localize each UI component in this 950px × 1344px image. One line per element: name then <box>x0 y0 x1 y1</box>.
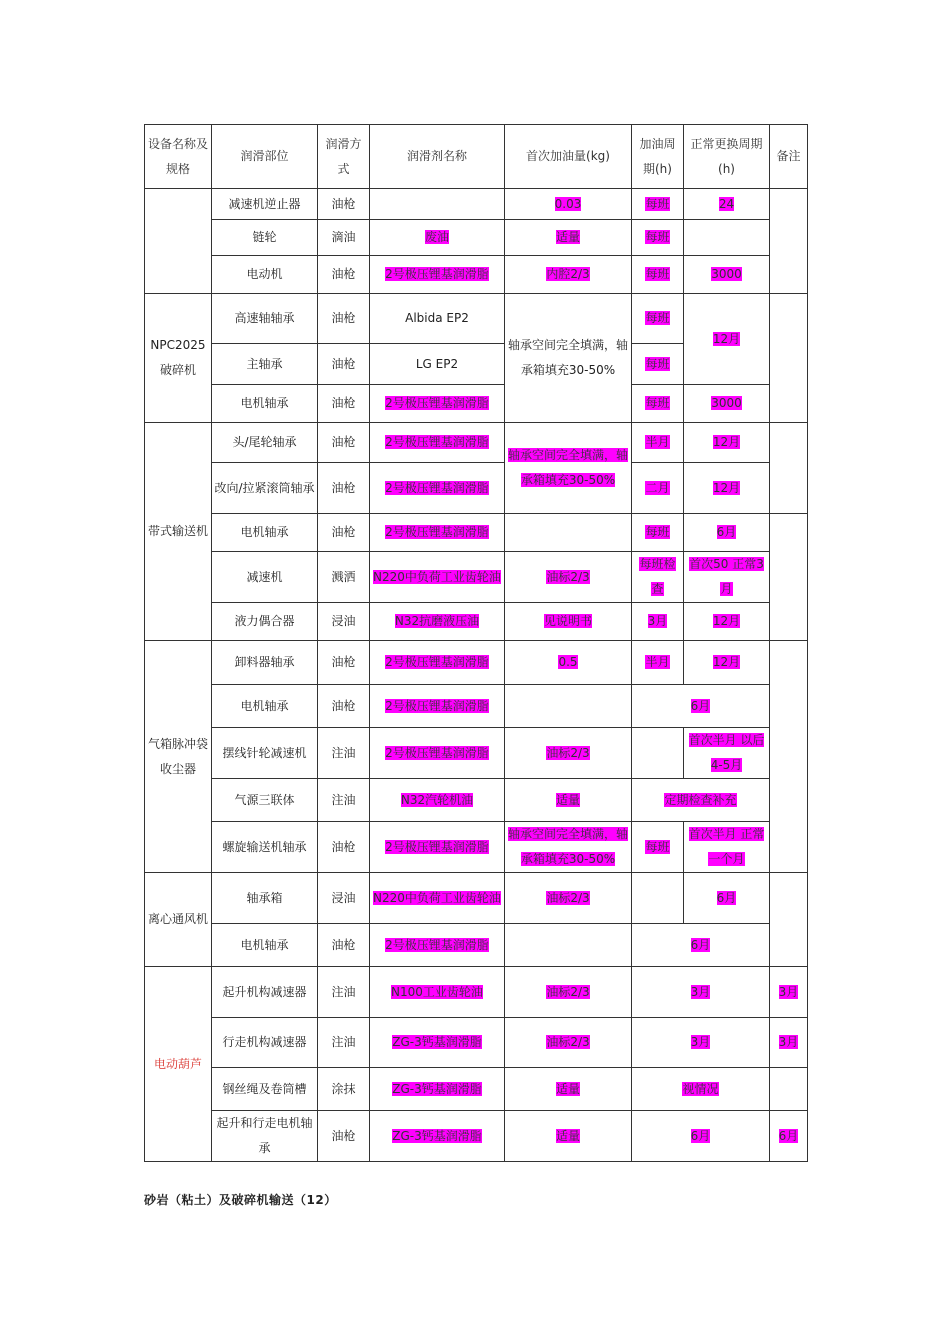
lube-text: N32抗磨液压油 <box>394 614 480 628</box>
period-replace-merged <box>632 685 770 728</box>
replace-cell <box>684 463 770 514</box>
note-text: 6月 <box>778 1128 799 1143</box>
period-text: 半月 <box>645 435 670 449</box>
period-text: 每班 <box>645 196 670 211</box>
method-cell: 油枪 <box>318 1111 370 1162</box>
replace-cell-merged <box>684 294 770 385</box>
lube-text: 2号极压锂基润滑脂 <box>385 396 489 410</box>
table-row <box>145 1111 808 1162</box>
lube-text: 2号极压锂基润滑脂 <box>385 698 489 713</box>
equip-cell-fan: 离心通风机 <box>145 873 212 967</box>
lube-text: N220中负荷工业齿轮油 <box>373 890 501 905</box>
header-part: 润滑部位 <box>212 125 318 189</box>
replace-text: 24 <box>718 196 735 211</box>
lube-cell <box>370 603 505 641</box>
header-first-qty: 首次加油量(kg) <box>505 125 632 189</box>
method-cell: 滴油 <box>318 220 370 256</box>
note-cell <box>770 1111 808 1162</box>
period-cell <box>632 463 684 514</box>
lube-cell <box>370 822 505 873</box>
part-cell: 减速机逆止器 <box>212 189 318 220</box>
period-cell <box>632 728 684 779</box>
lube-cell <box>370 514 505 552</box>
replace-text: 12月 <box>712 480 741 495</box>
period-text: 每班 <box>645 311 670 325</box>
table-row <box>145 385 808 423</box>
period-cell <box>632 256 684 294</box>
period-cell <box>632 423 684 463</box>
note-cell <box>770 423 808 514</box>
qty-text: 油标2/3 <box>546 1035 590 1049</box>
replace-text: 3000 <box>711 396 742 410</box>
part-cell: 轴承箱 <box>212 873 318 924</box>
lube-cell <box>370 967 505 1018</box>
lube-text: 2号极压锂基润滑脂 <box>385 839 489 854</box>
method-cell: 油枪 <box>318 924 370 967</box>
method-cell: 油枪 <box>318 189 370 220</box>
header-equip: 设备名称及规格 <box>145 125 212 189</box>
qty-text: 油标2/3 <box>546 984 590 999</box>
part-cell: 液力偶合器 <box>212 603 318 641</box>
equip-cell-npc: NPC2025破碎机 <box>145 294 212 423</box>
lube-cell <box>370 385 505 423</box>
part-cell: 减速机 <box>212 552 318 603</box>
header-period: 加油周期(h) <box>632 125 684 189</box>
replace-cell <box>684 423 770 463</box>
lube-cell <box>370 1018 505 1068</box>
qty-text: 轴承空间完全填满，轴承箱填充30-50% <box>507 448 628 487</box>
lube-text: 2号极压锂基润滑脂 <box>385 655 489 669</box>
period-cell <box>632 344 684 385</box>
qty-cell <box>505 1068 632 1111</box>
qty-cell <box>505 514 632 552</box>
qty-text: 油标2/3 <box>546 569 590 584</box>
merged-text: 3月 <box>690 1035 711 1049</box>
qty-cell-merged <box>505 423 632 514</box>
note-cell <box>770 514 808 641</box>
replace-text: 首次50 正常3月 <box>689 557 764 596</box>
part-cell: 电机轴承 <box>212 685 318 728</box>
lube-text: 2号极压锂基润滑脂 <box>385 525 489 539</box>
lube-cell <box>370 779 505 822</box>
replace-text: 首次半月 以后4-5月 <box>688 733 765 772</box>
replace-cell <box>684 220 770 256</box>
part-cell: 改向/拉紧滚筒轴承 <box>212 463 318 514</box>
replace-text: 3000 <box>711 267 742 281</box>
table-row <box>145 514 808 552</box>
table-row <box>145 728 808 779</box>
qty-cell <box>505 189 632 220</box>
lube-cell <box>370 728 505 779</box>
note-cell <box>770 1018 808 1068</box>
period-text: 半月 <box>645 655 670 669</box>
lube-cell <box>370 924 505 967</box>
table-row <box>145 967 808 1018</box>
period-cell <box>632 822 684 873</box>
qty-text: 适量 <box>555 1081 580 1096</box>
method-cell: 涂抹 <box>318 1068 370 1111</box>
period-replace-merged <box>632 924 770 967</box>
period-cell <box>632 641 684 685</box>
qty-cell <box>505 603 632 641</box>
period-cell <box>632 220 684 256</box>
header-lubricant: 润滑剂名称 <box>370 125 505 189</box>
qty-text: 适量 <box>555 792 580 807</box>
lube-cell <box>370 685 505 728</box>
period-cell <box>632 189 684 220</box>
lube-text: 2号极压锂基润滑脂 <box>385 937 489 952</box>
replace-cell <box>684 552 770 603</box>
qty-text: 油标2/3 <box>546 890 590 905</box>
lube-cell <box>370 189 505 220</box>
lube-text: 2号极压锂基润滑脂 <box>385 435 489 449</box>
note-text: 3月 <box>778 984 799 999</box>
qty-cell <box>505 256 632 294</box>
note-text: 3月 <box>778 1035 799 1049</box>
replace-text: 12月 <box>712 614 741 628</box>
table-caption: 砂岩（粘土）及破碎机输送（12） <box>144 1193 337 1207</box>
table-row <box>145 603 808 641</box>
lube-cell <box>370 463 505 514</box>
period-replace-merged <box>632 1018 770 1068</box>
method-cell: 油枪 <box>318 514 370 552</box>
equip-cell-hoist: 电动葫芦 <box>145 967 212 1162</box>
period-replace-merged <box>632 1068 770 1111</box>
header-row <box>145 125 808 189</box>
lube-text: ZG-3钙基润滑脂 <box>392 1128 482 1143</box>
qty-cell <box>505 1018 632 1068</box>
method-cell: 油枪 <box>318 294 370 344</box>
period-cell <box>632 294 684 344</box>
part-cell: 钢丝绳及卷筒槽 <box>212 1068 318 1111</box>
qty-text: 轴承空间完全填满，轴承箱填充30-50% <box>507 827 628 866</box>
qty-cell <box>505 728 632 779</box>
note-cell <box>770 641 808 873</box>
part-cell: 主轴承 <box>212 344 318 385</box>
part-cell: 摆线针轮减速机 <box>212 728 318 779</box>
qty-text: 0.5 <box>558 655 578 669</box>
period-text: 每班 <box>645 525 670 539</box>
method-cell: 油枪 <box>318 385 370 423</box>
period-text: 二月 <box>645 480 670 495</box>
lube-text: N220中负荷工业齿轮油 <box>373 569 501 584</box>
method-cell: 浸油 <box>318 603 370 641</box>
period-replace-merged <box>632 1111 770 1162</box>
method-cell: 油枪 <box>318 463 370 514</box>
lube-text: 废油 <box>424 230 449 244</box>
part-cell: 头/尾轮轴承 <box>212 423 318 463</box>
part-cell: 卸料器轴承 <box>212 641 318 685</box>
table-row <box>145 822 808 873</box>
method-cell: 油枪 <box>318 641 370 685</box>
table-row <box>145 641 808 685</box>
part-cell: 气源三联体 <box>212 779 318 822</box>
table-row <box>145 1018 808 1068</box>
replace-cell <box>684 603 770 641</box>
lube-text: 2号极压锂基润滑脂 <box>385 745 489 760</box>
qty-cell <box>505 641 632 685</box>
method-cell: 油枪 <box>318 344 370 385</box>
qty-cell-merged: 轴承空间完全填满，轴承箱填充30-50% <box>505 294 632 423</box>
part-cell: 电机轴承 <box>212 924 318 967</box>
period-cell <box>632 603 684 641</box>
part-cell: 链轮 <box>212 220 318 256</box>
qty-cell <box>505 967 632 1018</box>
header-replace: 正常更换周期(h) <box>684 125 770 189</box>
period-replace-merged <box>632 967 770 1018</box>
qty-text: 见说明书 <box>543 614 592 628</box>
note-cell <box>770 294 808 423</box>
part-cell: 起升和行走电机轴承 <box>212 1111 318 1162</box>
lube-cell <box>370 641 505 685</box>
lube-cell <box>370 256 505 294</box>
merged-text: 视情况 <box>682 1081 719 1096</box>
replace-cell <box>684 385 770 423</box>
replace-text: 12月 <box>712 331 741 346</box>
period-cell <box>632 514 684 552</box>
part-cell: 电动机 <box>212 256 318 294</box>
part-cell: 行走机构减速器 <box>212 1018 318 1068</box>
period-text: 每班 <box>645 230 670 244</box>
merged-text: 定期检查补充 <box>664 792 737 807</box>
table-row <box>145 256 808 294</box>
method-cell: 注油 <box>318 728 370 779</box>
period-text: 3月 <box>647 614 668 628</box>
table-row <box>145 873 808 924</box>
replace-cell <box>684 873 770 924</box>
replace-cell <box>684 256 770 294</box>
table-row <box>145 189 808 220</box>
part-cell: 电机轴承 <box>212 385 318 423</box>
replace-cell <box>684 189 770 220</box>
period-replace-merged <box>632 779 770 822</box>
qty-text: 0.03 <box>554 196 582 211</box>
note-cell <box>770 967 808 1018</box>
qty-cell <box>505 1111 632 1162</box>
lube-cell: LG EP2 <box>370 344 505 385</box>
lube-cell: Albida EP2 <box>370 294 505 344</box>
header-method: 润滑方式 <box>318 125 370 189</box>
lube-text: N32汽轮机油 <box>400 792 474 807</box>
qty-cell <box>505 220 632 256</box>
lube-cell <box>370 423 505 463</box>
table-row <box>145 779 808 822</box>
table-row <box>145 220 808 256</box>
method-cell: 油枪 <box>318 256 370 294</box>
replace-text: 12月 <box>712 655 741 669</box>
part-cell: 起升机构减速器 <box>212 967 318 1018</box>
lube-cell <box>370 1068 505 1111</box>
lube-cell <box>370 220 505 256</box>
replace-text: 12月 <box>712 435 741 449</box>
part-cell: 螺旋输送机轴承 <box>212 822 318 873</box>
lube-text: 2号极压锂基润滑脂 <box>385 480 489 495</box>
method-cell: 浸油 <box>318 873 370 924</box>
table-row <box>145 552 808 603</box>
qty-text: 油标2/3 <box>546 745 590 760</box>
lube-text: N100工业齿轮油 <box>391 984 483 999</box>
qty-text: 内腔2/3 <box>546 267 590 281</box>
method-cell: 溅洒 <box>318 552 370 603</box>
merged-text: 6月 <box>690 937 711 952</box>
replace-text: 6月 <box>716 525 737 539</box>
qty-cell <box>505 873 632 924</box>
period-text: 每班检查 <box>639 557 676 596</box>
lube-cell <box>370 1111 505 1162</box>
replace-cell <box>684 822 770 873</box>
equip-cell-dust: 气箱脉冲袋收尘器 <box>145 641 212 873</box>
merged-text: 6月 <box>690 1128 711 1143</box>
period-text: 每班 <box>645 356 670 371</box>
table-row <box>145 294 808 344</box>
lube-cell <box>370 873 505 924</box>
qty-cell <box>505 779 632 822</box>
merged-text: 6月 <box>690 698 711 713</box>
lube-cell <box>370 552 505 603</box>
period-cell <box>632 385 684 423</box>
table-row <box>145 924 808 967</box>
method-cell: 油枪 <box>318 822 370 873</box>
note-cell <box>770 189 808 294</box>
merged-text: 3月 <box>690 984 711 999</box>
qty-text: 适量 <box>555 1128 580 1143</box>
note-cell <box>770 873 808 967</box>
lube-text: 2号极压锂基润滑脂 <box>385 267 489 281</box>
qty-cell <box>505 552 632 603</box>
method-cell: 油枪 <box>318 423 370 463</box>
period-text: 每班 <box>645 839 670 854</box>
qty-text: 适量 <box>555 230 580 244</box>
part-cell: 高速轴轴承 <box>212 294 318 344</box>
period-text: 每班 <box>645 396 670 410</box>
equip-cell-belt: 带式输送机 <box>145 423 212 641</box>
qty-cell <box>505 924 632 967</box>
lube-text: ZG-3钙基润滑脂 <box>392 1081 482 1096</box>
header-note: 备注 <box>770 125 808 189</box>
part-cell: 电机轴承 <box>212 514 318 552</box>
replace-text: 首次半月 正常一个月 <box>688 827 765 866</box>
lubrication-table <box>144 124 808 1162</box>
method-cell: 油枪 <box>318 685 370 728</box>
qty-cell <box>505 822 632 873</box>
table-row <box>145 1068 808 1111</box>
method-cell: 注油 <box>318 779 370 822</box>
replace-cell <box>684 728 770 779</box>
period-text: 每班 <box>645 267 670 281</box>
equip-cell-empty <box>145 189 212 294</box>
replace-cell <box>684 514 770 552</box>
table-row <box>145 423 808 463</box>
table-row <box>145 463 808 514</box>
note-cell <box>770 1068 808 1111</box>
table-row <box>145 685 808 728</box>
qty-cell <box>505 685 632 728</box>
period-cell <box>632 552 684 603</box>
replace-text: 6月 <box>716 890 737 905</box>
period-cell <box>632 873 684 924</box>
method-cell: 注油 <box>318 967 370 1018</box>
method-cell: 注油 <box>318 1018 370 1068</box>
replace-cell <box>684 641 770 685</box>
lube-text: ZG-3钙基润滑脂 <box>392 1035 482 1049</box>
